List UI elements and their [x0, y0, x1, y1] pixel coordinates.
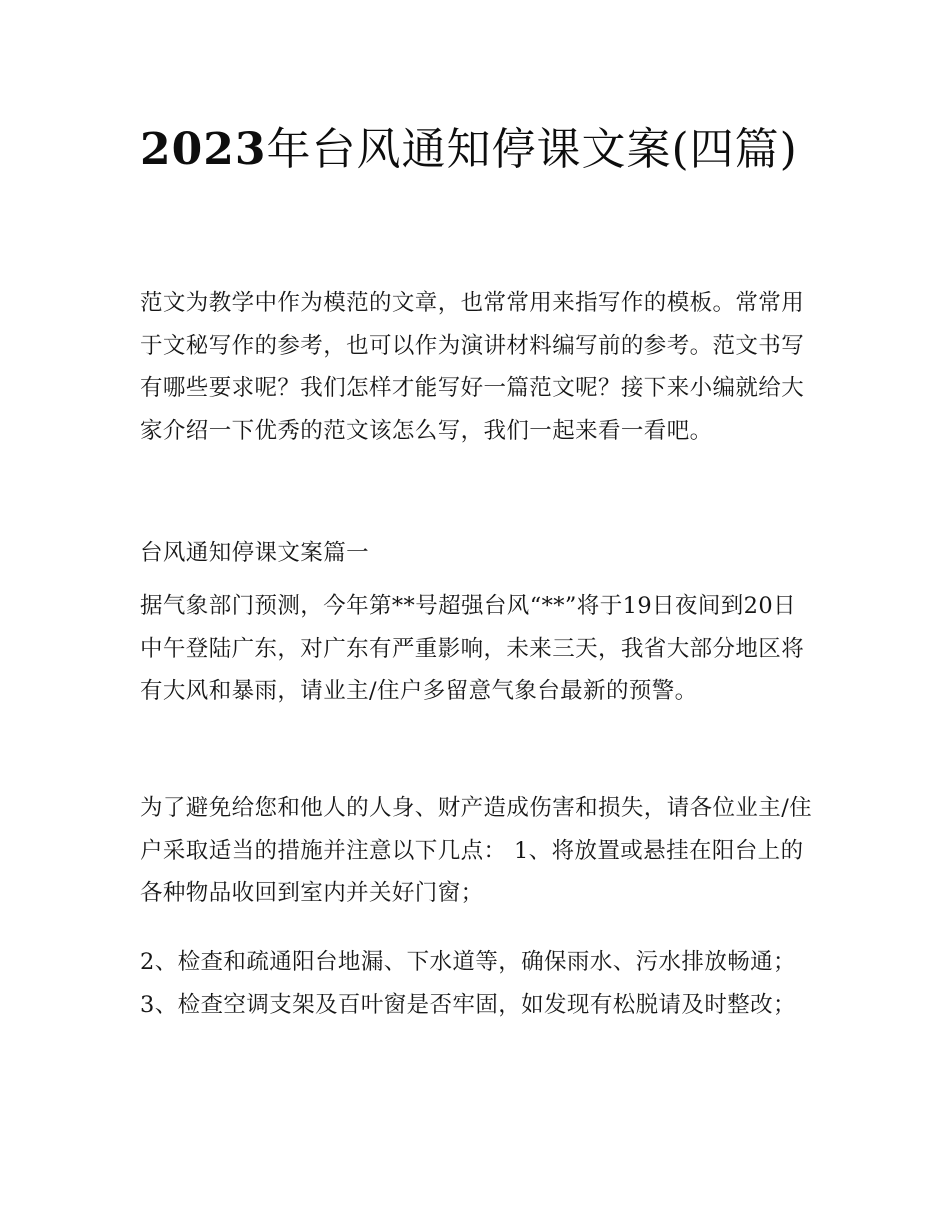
body-paragraph: 据气象部门预测，今年第**号超强台风“**”将于19日夜间到20日中午登陆广东，对广东有严重影响，未来三天，我省大部分地区将有大风和暴雨，请业主/住户多留意气象台最新的预警。 [140, 593, 805, 704]
title-text: 年台风通知停课文案(四篇) [266, 124, 798, 175]
title-year: 2023 [140, 124, 267, 175]
body-paragraph: 2、检查和疏通阳台地漏、下水道等，确保雨水、污水排放畅通； 3、检查空调支架及百叶窗是否牢固，如发现有松脱请及时整改； [140, 949, 796, 1018]
document-title [140, 112, 820, 188]
section-heading: 台风通知停课文案篇一 [140, 540, 370, 566]
body-paragraph: 为了避免给您和他人的人身、财产造成伤害和损失，请各位业主/住户采取适当的措施并注意以下几点： 1、将放置或悬挂在阳台上的各种物品收回到室内并关好门窗； [140, 795, 813, 906]
intro-paragraph: 范文为教学中作为模范的文章，也常常用来指写作的模板。常常用于文秘写作的参考，也可以作为演讲材料编写前的参考。范文书写有哪些要求呢？我们怎样才能写好一篇范文呢？接下来小编就给大家介绍一下优秀的范文该怎么写，我们一起来看一看吧。 [140, 290, 805, 444]
